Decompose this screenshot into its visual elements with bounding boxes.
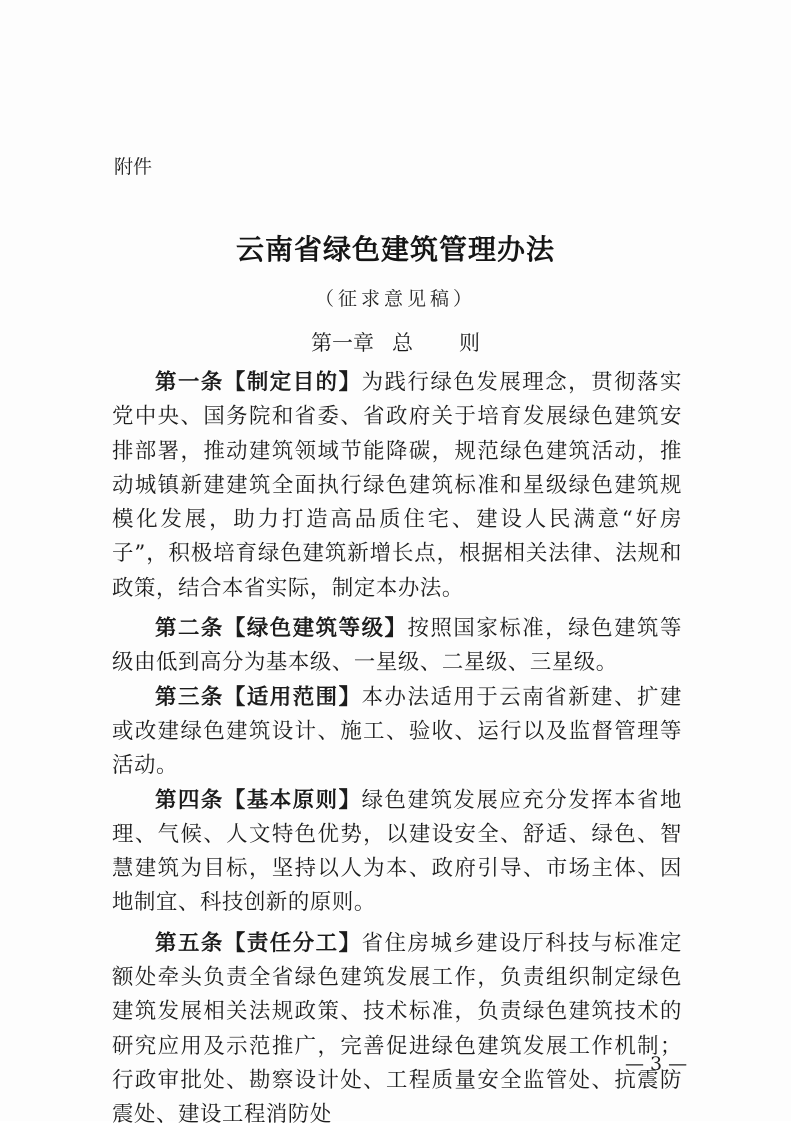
article-4 bbox=[112, 784, 682, 921]
article-text: 按照国家标准，绿色建筑等级由低到高分为基本级、一星级、二星级、三星级。 bbox=[112, 616, 682, 676]
article-heading: 第四条【基本原则】 bbox=[155, 787, 362, 813]
chapter-name-part2: 则 bbox=[459, 331, 480, 355]
article-5 bbox=[112, 927, 682, 1133]
document-body bbox=[112, 366, 682, 1133]
article-heading: 第三条【适用范围】 bbox=[155, 684, 362, 710]
chapter-heading bbox=[0, 327, 791, 357]
article-3 bbox=[112, 681, 682, 784]
chapter-name-part1: 总 bbox=[392, 331, 413, 355]
article-heading: 第二条【绿色建筑等级】 bbox=[155, 616, 408, 642]
document-title: 云南省绿色建筑管理办法 bbox=[235, 233, 555, 266]
article-text: 为践行绿色发展理念，贯彻落实党中央、国务院和省委、省政府关于培育发展绿色建筑安排部署，推动建筑领域节能降碳，规范绿色建筑活动，推动城镇新建建筑全面执行绿色建筑标准和星级绿色建筑规模化发展，助力打造高品质住宅、建设人民满意“好房子”，积极培育绿色建筑新增长点，根据相关法律、法规和政策，结合本省实际，制定本办法。 bbox=[112, 370, 682, 601]
attachment-label: 附件 bbox=[114, 156, 153, 178]
article-text: 绿色建筑发展应充分发挥本省地理、气候、人文特色优势，以建设安全、舒适、绿色、智慧建筑为目标，坚持以人为本、政府引导、市场主体、因地制宜、科技创新的原则。 bbox=[112, 787, 682, 916]
article-1 bbox=[112, 366, 682, 606]
article-heading: 第五条【责任分工】 bbox=[155, 930, 362, 956]
chapter-number: 第一章 bbox=[311, 331, 374, 355]
document-subtitle: （征求意见稿） bbox=[314, 288, 476, 310]
article-2 bbox=[112, 612, 682, 681]
article-text: 本办法适用于云南省新建、扩建或改建绿色建筑设计、施工、验收、运行以及监督管理等活动。 bbox=[112, 684, 682, 779]
article-text: 省住房城乡建设厅科技与标准定额处牵头负责全省绿色建筑发展工作，负责组织制定绿色建筑发展相关法规政策、技术标准，负责绿色建筑技术的研究应用及示范推广，完善促进绿色建筑发展工作机制；行政审批处、勘察设计处、工程质量安全监管处、抗震防震处、建设工程消防处 bbox=[112, 930, 682, 1128]
page-number: — 3 — bbox=[625, 1053, 688, 1075]
article-heading: 第一条【制定目的】 bbox=[155, 370, 362, 395]
